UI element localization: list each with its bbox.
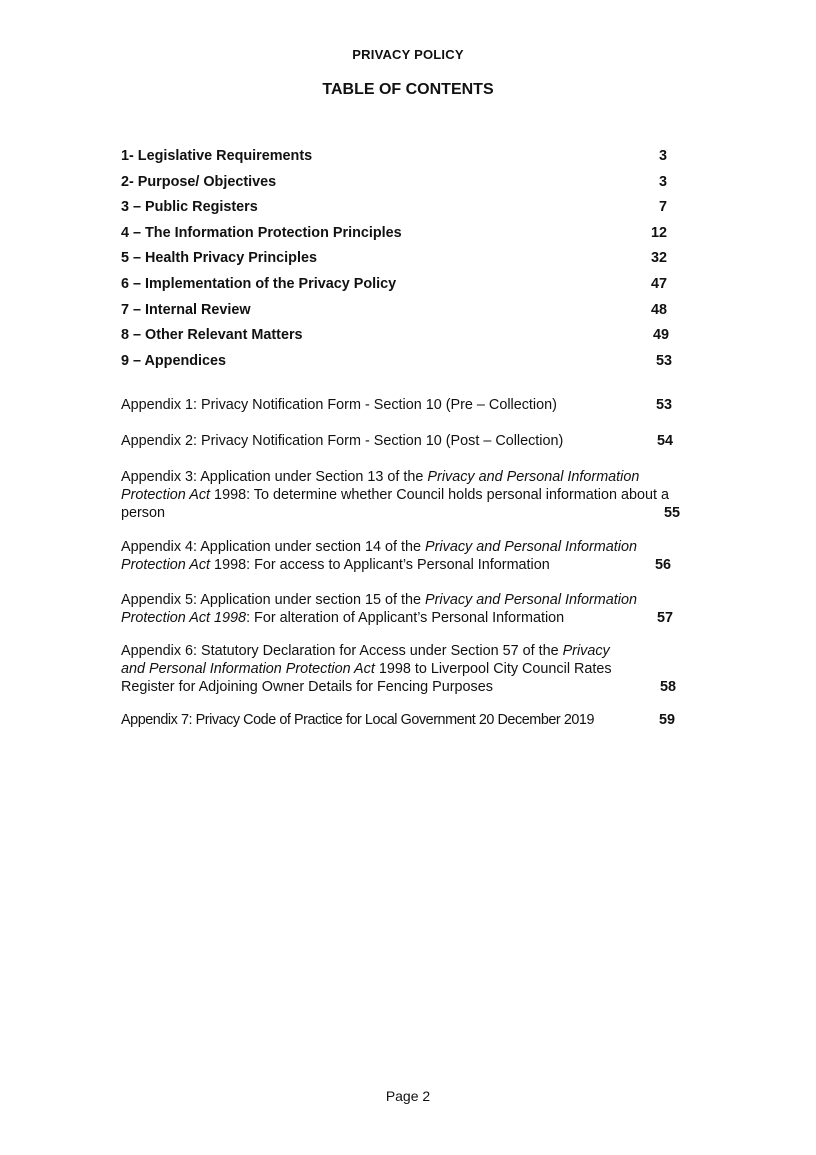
- page-number: Page 2: [385, 1088, 431, 1104]
- toc-entry-page: 32: [651, 250, 668, 267]
- toc-appendix-1[interactable]: [121, 396, 701, 414]
- toc-entry-label: 8 – Other Relevant Matters: [121, 327, 303, 344]
- appendix-6-prefix: Appendix 6: [121, 643, 194, 659]
- appendix-6-act-name: Privacy: [562, 643, 610, 659]
- toc-entry-label: 3 – Public Registers: [121, 199, 258, 216]
- toc-entry[interactable]: [121, 274, 681, 300]
- toc-appendix-3[interactable]: [121, 468, 701, 523]
- toc-appendix-4[interactable]: [121, 538, 701, 574]
- toc-entry[interactable]: [121, 300, 681, 326]
- toc-entry-label: 6 – Implementation of the Privacy Policy: [121, 275, 397, 292]
- appendix-3-line3: person: [121, 505, 166, 522]
- toc-entry[interactable]: [121, 351, 681, 377]
- toc-entry-page: 12: [651, 224, 668, 241]
- appendix-4-page: 56: [655, 557, 672, 574]
- toc-appendix-2[interactable]: [121, 432, 701, 450]
- appendix-7-text: Appendix 7: Privacy Code of Practice for Local Government 20 December 2019: [121, 712, 595, 728]
- appendix-3-page: 55: [664, 505, 681, 522]
- toc-title: TABLE OF CONTENTS: [322, 81, 494, 98]
- toc-entry-page: 7: [659, 199, 668, 216]
- appendix-5-act-name: Privacy and Personal Information: [425, 592, 637, 608]
- appendix-6-line2: 1998 to Liverpool City Council Rates: [374, 661, 612, 678]
- appendix-4-act-name-cont: Protection Act: [121, 557, 211, 574]
- appendix-5-page: 57: [657, 610, 674, 627]
- toc-entry[interactable]: [121, 325, 681, 351]
- appendix-3-line1: Appendix 3: Application under Section 13 of the: [121, 469, 428, 485]
- appendix-4-line1: Appendix 4: Application under section 14 of the: [121, 539, 426, 555]
- toc-entry-label: 4 – The Information Protection Principles: [121, 224, 402, 241]
- toc-entry-label: 2- Purpose/ Objectives: [121, 173, 277, 190]
- appendix-7-page: 59: [659, 712, 676, 728]
- toc-main-list: [121, 146, 681, 376]
- toc-entry-page: 3: [659, 173, 668, 190]
- appendix-6-page: 58: [660, 679, 677, 696]
- toc-entry-page: 3: [659, 148, 668, 164]
- document-header: PRIVACY POLICY: [352, 47, 464, 62]
- appendix-3-act-name-cont: Protection Act: [121, 487, 211, 504]
- appendix-6-line3: Register for Adjoining Owner Details for Fencing Purposes: [121, 679, 493, 696]
- appendix-3-line2: 1998: To determine whether Council holds personal information about a: [210, 487, 669, 504]
- appendix-1-text: : Privacy Notification Form - Section 10 (Pre – Collection): [193, 397, 557, 413]
- toc-entry-page: 48: [651, 301, 668, 318]
- appendix-6-line1: : Statutory Declaration for Access under Section 57 of the: [193, 643, 563, 659]
- toc-entry-label: 9 – Appendices: [121, 352, 227, 369]
- toc-entry-page: 49: [653, 327, 670, 344]
- appendix-6-act-name-cont: and Personal Information Protection Act: [121, 661, 375, 678]
- toc-appendix-6[interactable]: [121, 642, 701, 697]
- toc-entry[interactable]: [121, 172, 681, 198]
- appendix-2-text: Appendix 2: Privacy Notification Form - Section 10 (Post – Collection): [121, 433, 564, 449]
- toc-entry-label: 7 – Internal Review: [121, 301, 251, 318]
- appendix-3-act-name: Privacy and Personal Information: [427, 469, 640, 485]
- toc-entry-page: 47: [651, 275, 668, 292]
- appendix-5-prefix: Appendix 5: [121, 592, 194, 608]
- toc-entry[interactable]: [121, 146, 681, 172]
- toc-entry[interactable]: [121, 197, 681, 223]
- toc-entry-label: 1- Legislative Requirements: [121, 148, 313, 164]
- appendix-1-prefix: Appendix 1: [121, 397, 194, 413]
- toc-entry-page: 53: [656, 352, 673, 369]
- toc-entry[interactable]: [121, 223, 681, 249]
- appendix-1-page: 53: [656, 397, 673, 413]
- toc-entry-label: 5 – Health Privacy Principles: [121, 250, 317, 267]
- toc-appendix-5[interactable]: [121, 591, 701, 627]
- appendix-5-act-name-cont: Protection Act 1998: [121, 610, 247, 627]
- toc-entry[interactable]: [121, 248, 681, 274]
- appendix-2-page: 54: [657, 433, 674, 449]
- toc-appendix-7[interactable]: [121, 711, 701, 729]
- appendix-4-act-name: Privacy and Personal Information: [425, 539, 637, 555]
- appendix-5-line2: : For alteration of Applicant’s Personal Information: [246, 610, 565, 627]
- appendix-5-line1: : Application under section 15 of the: [193, 592, 426, 608]
- appendix-4-line2: 1998: For access to Applicant’s Personal Information: [210, 557, 550, 574]
